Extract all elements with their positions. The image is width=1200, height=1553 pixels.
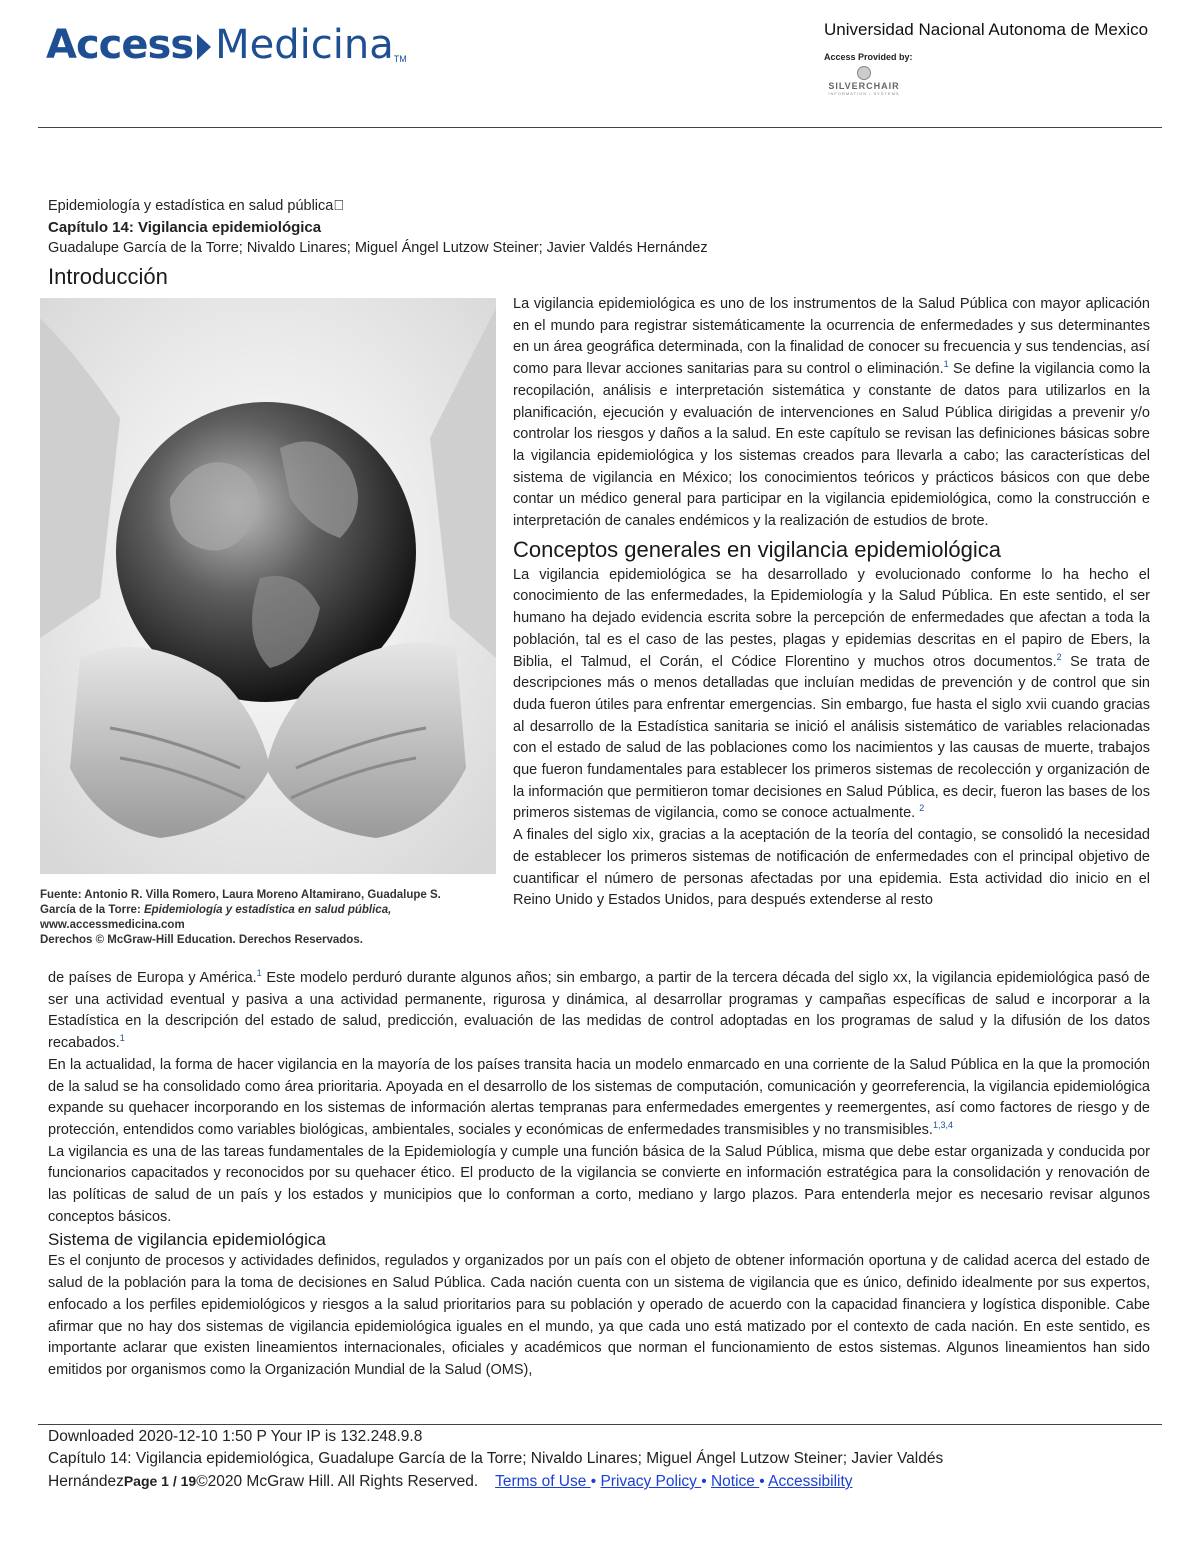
concepts-paragraph-1: La vigilancia epidemiológica se ha desarrollado y evolucionado conforme lo ha hecho el conocimiento de las enfermedades, la Epidemiología y la Salud Pública. En este sentido, el ser humano ha dejado evidencia escrita sobre la percepción de enfermedades que afectan a toda la población, tal es el caso de las pestes, plagas y epidemias descritas en el papiro de Ebers, la Biblia, el Talmud, el Corán, el Códice Florentino y muchos otros documentos.$^2$ Se trata de descripciones más o menos detalladas que incluían medidas de prevención y de control que sin duda fueron útiles para enfrentar emergencias. Sin embargo, fue hasta el siglo xvii cuando gracias al desarrollo de la Estadística sanitaria se inició el análisis sistemático de variables relacionadas con el estado de salud de las poblaciones como los nacimientos y las causas de muerte, trabajos que fueron fundamentales para establecer los primeros sistemas de recolección y organización de la información que permitieron tomar decisiones en Salud Pública, es decir, fueron las bases de los primeros sistemas de vigilancia, como se conoce actualmente. $^2$ bbox=[513, 566, 1150, 822]
caption-line-3: www.accessmedicina.com bbox=[40, 919, 185, 931]
access-provided-label: Access Provided by: bbox=[824, 52, 913, 62]
citation-author-end: Hernández bbox=[48, 1473, 124, 1490]
notice-link[interactable]: Notice bbox=[710, 1473, 760, 1490]
concepts-paragraph-2-end: de países de Europa y América.$^1$ Este modelo perduró durante algunos años; sin embargo, a partir de la tercera década del siglo xx, la vigilancia epidemiológica pasó de ser una actividad eventual y pasiva a una actividad permanente, rigurosa y dinámica, al desarrollar programas y campañas específicas de salud e incorporar a la Estadística en la descripción del estado de salud, predicción, evaluación de las medidas de control adoptadas en los programas de salud y la difusión de los datos recabados.$^1$ bbox=[48, 968, 1150, 1052]
accessmedicina-logo[interactable] bbox=[46, 22, 407, 68]
full-width-body bbox=[48, 968, 1150, 1382]
provider-logo bbox=[824, 66, 904, 96]
logo-trademark: TM bbox=[393, 54, 407, 64]
logo-medicina-text: Medicina bbox=[215, 22, 394, 68]
concepts-heading: Conceptos generales en vigilancia epidemiológica bbox=[513, 536, 1001, 562]
header-divider bbox=[38, 127, 1162, 128]
reference-link[interactable]: 1 bbox=[943, 359, 949, 370]
page-number: Page 1 / 19 bbox=[123, 1473, 197, 1489]
book-title: Epidemiología y estadística en salud pública  bbox=[48, 198, 345, 214]
globe-hands-illustration bbox=[40, 298, 496, 874]
logo-access-text: Access bbox=[46, 22, 194, 68]
reference-link[interactable]: 2 bbox=[919, 803, 925, 814]
document-meta bbox=[48, 196, 708, 259]
footer-last-line bbox=[48, 1470, 1158, 1493]
footer-separator: • bbox=[590, 1473, 597, 1490]
figure-caption bbox=[40, 888, 496, 948]
accessibility-link[interactable]: Accessibility bbox=[768, 1473, 853, 1490]
copyright: ©2020 McGraw Hill. All Rights Reserved. bbox=[196, 1473, 479, 1490]
system-paragraph-1: Es el conjunto de procesos y actividades definidos, regulados y organizados por un país con el objeto de obtener información oportuna y de calidad acerca del estado de salud de la población para la toma de decisiones en Salud Pública. Cada nación cuenta con un sistema de vigilancia que es único, definido idealmente por sus expertos, enfocado a los perfiles epidemiológicos y riesgos a la salud prioritarios para su población y operado de acuerdo con la capacidad financiera y logística disponible. Cabe afirmar que no hay dos sistemas de vigilancia epidemiológica iguales en el mundo, ya que cada uno está matizado por el contexto de cada nación. En este sentido, es importante aclarar que existen lineamientos internacionales, oficiales y académicos que norman el funcionamiento de estos sistemas. Algunos lineamientos han sido emitidos por organismos como la Organización Mundial de la Salud (OMS), bbox=[48, 1253, 1150, 1378]
caption-line-2: García de la Torre: Epidemiología y estadística en salud pública, bbox=[40, 904, 392, 916]
footer-separator: • bbox=[759, 1473, 765, 1490]
institution-name: Universidad Nacional Autonoma de Mexico bbox=[824, 20, 1149, 39]
concepts-paragraph-4: La vigilancia es una de las tareas fundamentales de la Epidemiología y cumple una función básica de la Salud Pública, misma que debe estar organizada y conducida por funcionarios capacitados y reconocidos por su quehacer ético. El producto de la vigilancia se convierte en información estratégica para la consolidación y renovación de las políticas de salud de un país y los estados y municipios que lo conforman a corto, mediano y largo plazos. Para entenderla mejor es necesario revisar algunos conceptos básicos. bbox=[48, 1143, 1150, 1225]
terms-of-use-link[interactable]: Terms of Use bbox=[495, 1473, 591, 1490]
logo-arrow-icon bbox=[197, 34, 211, 60]
intro-heading: Introducción bbox=[48, 264, 168, 289]
reference-link[interactable]: 1 bbox=[256, 968, 262, 979]
globe-icon bbox=[857, 66, 871, 80]
caption-line-4: Derechos © McGraw-Hill Education. Derechos Reservados. bbox=[40, 934, 363, 946]
citation-line: Capítulo 14: Vigilancia epidemiológica, Guadalupe García de la Torre; Nivaldo Linares; Miguel Ángel Lutzow Steiner; Javier Valdés bbox=[48, 1450, 944, 1467]
page-footer bbox=[48, 1426, 1158, 1493]
concepts-paragraph-2-start: A finales del siglo xix, gracias a la aceptación de la teoría del contagio, se consolidó la necesidad de establecer los primeros sistemas de notificación de enfermedades con el principal objetivo de cuantificar el número de personas afectadas por una epidemia. Esta actividad dio inicio en el Reino Unido y Estados Unidos, para después extenderse al resto bbox=[513, 827, 1150, 909]
footer-divider bbox=[38, 1424, 1162, 1425]
reference-link[interactable]: 2 bbox=[1056, 651, 1062, 662]
reference-link[interactable]: 1 bbox=[119, 1033, 125, 1044]
authors: Guadalupe García de la Torre; Nivaldo Linares; Miguel Ángel Lutzow Steiner; Javier Valdés Hernández bbox=[48, 240, 708, 256]
caption-line-1: Fuente: Antonio R. Villa Romero, Laura Moreno Altamirano, Guadalupe S. bbox=[40, 889, 441, 901]
system-heading: Sistema de vigilancia epidemiológica bbox=[48, 1230, 326, 1250]
intro-paragraph: La vigilancia epidemiológica es uno de los instrumentos de la Salud Pública con mayor aplicación en el mundo para registrar sistemáticamente la ocurrencia de enfermedades y sus determinantes en un área geográfica determinada, con la finalidad de conocer su frecuencia y sus tendencias, así como para llevar acciones sanitarias para su control o eliminación.$^1$ Se define la vigilancia como la recopilación, análisis e interpretación sistemática y constante de datos para utilizarlos en la planificación, ejecución y evaluación de intervenciones en Salud Pública dirigidas a prevenir y/o controlar los riesgos y daños a la salud. En este capítulo se revisan las definiciones básicas sobre la vigilancia epidemiológica y los sistemas creados para llevarla a cabo; las características del sistema de vigilancia en México; los conocimientos teóricos y prácticos básicos con que debe contar un médico general para participar en la vigilancia epidemiológica, como la construcción e interpretación de canales endémicos y la realización de estudios de brote. bbox=[513, 296, 1151, 530]
provider-name: SILVERCHAIR bbox=[828, 81, 900, 91]
download-info: Downloaded 2020-12-10 1:50 P Your IP is 132.248.9.8 bbox=[48, 1428, 423, 1445]
provider-subtitle: INFORMATION / SYSTEMS bbox=[828, 91, 900, 96]
footer-separator: • bbox=[701, 1473, 707, 1490]
concepts-paragraph-3: En la actualidad, la forma de hacer vigilancia en la mayoría de los países transita hacia un modelo enmarcado en una corriente de la Salud Pública en la que la promoción de la salud se ha consolidado como área prioritaria. Apoyada en el desarrollo de los sistemas de computación, comunicación y georreferencia, la vigilancia epidemiológica expande su quehacer incorporando en los sistemas de información alertas tempranas para enfermedades emergentes y reemergentes, así como factores de riesgo y de protección, entendidos como variables biológicas, ambientales, sociales y económicas de enfermedades transmisibles y no transmisibles.$^{1,3,4}$ bbox=[48, 1056, 1150, 1138]
globe-hands-figure bbox=[40, 298, 496, 874]
page-header bbox=[0, 0, 1200, 130]
privacy-policy-link[interactable]: Privacy Policy bbox=[600, 1473, 702, 1490]
chapter-title: Capítulo 14: Vigilancia epidemiológica bbox=[48, 219, 322, 236]
reference-link[interactable]: 1,3,4 bbox=[932, 1120, 953, 1131]
right-column bbox=[513, 294, 1150, 912]
